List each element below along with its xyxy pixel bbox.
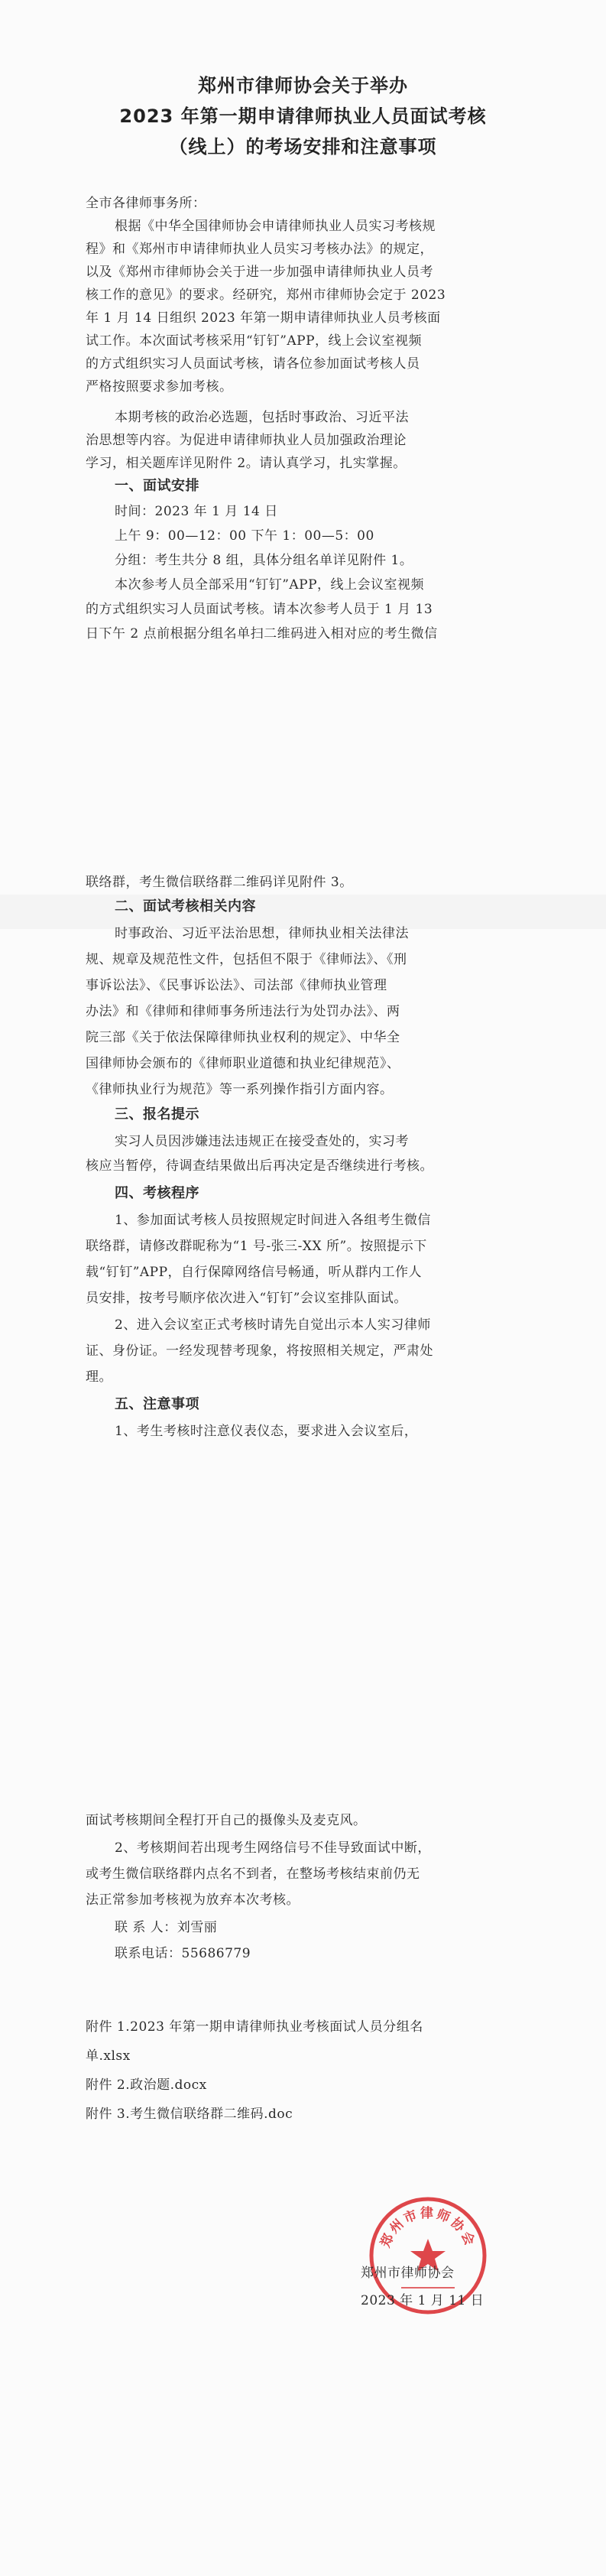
signature-date: 2023 年 1 月 11 日 [361,2293,484,2308]
section-2-heading: 二、面试考核相关内容 [115,898,256,914]
section-2-line: 国律师协会颁布的《律师职业道德和执业纪律规范》、 [86,1056,400,1071]
section-4-line: 1、参加面试考核人员按照规定时间进入各组考生微信 [115,1213,431,1228]
title-line-1: 郑州市律师协会关于举办 [198,75,408,96]
seal-text: 郑州市律师协会 [378,2206,478,2250]
section-3-line: 实习人员因涉嫌违法违规正在接受查处的，实习考 [115,1134,409,1149]
intro-line: 试工作。本次面试考核采用“钉钉”APP，线上会议室视频 [86,333,423,349]
section-2-line: 时事政治、习近平法治思想，律师执业相关法律法 [115,926,409,941]
exam-session: 上午 9：00—12：00 下午 1：00—5：00 [115,528,374,544]
intro-line: 严格按照要求参加考核。 [86,379,233,395]
section-4-line: 员安排，按考号顺序依次进入“钉钉”会议室排队面试。 [86,1291,407,1306]
title-line-3: （线上）的考场安排和注意事项 [169,136,437,158]
section-4-line: 证、身份证。一经发现替考现象，将按照相关规定，严肃处 [86,1343,433,1359]
attachment-3: 附件 3.考生微信联络群二维码.doc [86,2107,293,2122]
section-4-heading: 四、考核程序 [115,1185,199,1201]
method-line: 联络群，考生微信联络群二维码详见附件 3。 [86,875,353,890]
section-4-line: 理。 [86,1369,112,1385]
intro-line: 以及《郑州市律师协会关于进一步加强申请律师执业人员考 [86,265,433,280]
section-5-line: 1、考生考核时注意仪表仪态，要求进入会议室后， [115,1424,418,1439]
contact-person: 联 系 人：刘雪丽 [115,1920,218,1935]
title-line-2: 2023 年第一期申请律师执业人员面试考核 [119,106,487,127]
intro-line: 程》和《郑州市申请律师执业人员实习考核办法》的规定， [86,242,433,257]
section-2-line: 办法》和《律师和律师事务所违法行为处罚办法》、两 [86,1004,400,1019]
signature-org: 郑州市律师协会 [361,2266,455,2281]
intro-line: 核工作的意见》的要求。经研究，郑州市律师协会定于 2023 [86,287,446,303]
section-2-line: 规、规章及规范性文件，包括但不限于《律师法》、《刑 [86,952,407,967]
section-5-heading: 五、注意事项 [115,1396,199,1412]
attachment-1: 附件 1.2023 年第一期申请律师执业考核面试人员分组名 [86,2019,423,2035]
attachment-1-cont: 单.xlsx [86,2048,131,2064]
attachment-2: 附件 2.政治题.docx [86,2077,207,2093]
method-line: 本次参考人员全部采用“钉钉”APP，线上会议室视频 [115,577,425,593]
contact-phone: 联系电话：55686779 [115,1946,251,1961]
section-2-line: 院三部《关于依法保障律师执业权利的规定》、中华全 [86,1030,400,1045]
section-1-heading: 一、面试安排 [115,478,199,494]
intro-line: 年 1 月 14 日组织 2023 年第一期申请律师执业人员考核面 [86,310,441,326]
political-line: 学习，相关题库详见附件 2。请认真学习，扎实掌握。 [86,456,407,471]
political-line: 治思想等内容。为促进申请律师执业人员加强政治理论 [86,433,407,448]
intro-line: 的方式组织实习人员面试考核，请各位参加面试考核人员 [86,356,420,372]
exam-date: 时间：2023 年 1 月 14 日 [115,504,278,519]
section-4-line: 2、进入会议室正式考核时请先自觉出示本人实习律师 [115,1317,431,1333]
salutation: 全市各律师事务所： [86,196,206,211]
section-2-line: 事诉讼法》、《民事诉讼法》、司法部《律师执业管理 [86,978,387,993]
exam-groups: 分组：考生共分 8 组，具体分组名单详见附件 1。 [115,553,413,568]
method-line: 日下午 2 点前根据分组名单扫二维码进入相对应的考生微信 [86,626,438,642]
method-line: 的方式组织实习人员面试考核。请本次参考人员于 1 月 13 [86,602,433,617]
section-3-heading: 三、报名提示 [115,1106,199,1122]
section-4-line: 载“钉钉”APP，自行保障网络信号畅通，听从群内工作人 [86,1265,423,1280]
section-5-line: 或考生微信联络群内点名不到者，在整场考核结束前仍无 [86,1866,420,1882]
section-3-line: 核应当暂停，待调查结果做出后再决定是否继续进行考核。 [86,1158,433,1174]
section-2-line: 《律师执业行为规范》等一系列操作指引方面内容。 [86,1082,394,1097]
political-line: 本期考核的政治必选题，包括时事政治、习近平法 [115,410,409,425]
section-5-line: 法正常参加考核视为放弃本次考核。 [86,1892,300,1908]
section-5-line: 面试考核期间全程打开自己的摄像头及麦克风。 [86,1813,367,1828]
section-4-line: 联络群，请修改群昵称为“1 号-张三-XX 所”。按照提示下 [86,1239,427,1254]
section-5-line: 2、考核期间若出现考生网络信号不佳导致面试中断， [115,1840,431,1856]
intro-line: 根据《中华全国律师协会申请律师执业人员实习考核规 [115,219,436,234]
